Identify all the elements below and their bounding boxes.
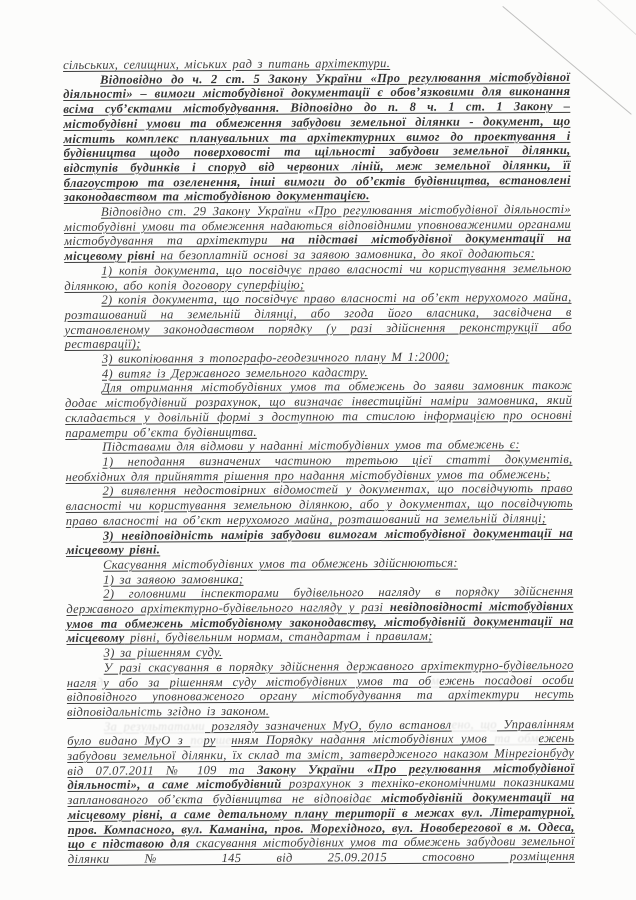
text-segment: 1) за заявою замовника; xyxy=(103,571,244,587)
text-segment: Відповідно ст. 29 Закону України «Про регулювання містобудівної діяльності» містобудівні умови та обмеження надаються відповідними уповноваженими органами містобудування та архітектури xyxy=(63,201,572,249)
text-segment: на безоплатній основі за заявою замовника, до якої додаються: xyxy=(154,246,536,263)
paragraph xyxy=(64,202,571,264)
text-segment: на підставі містобудівної документації на місцевому рівні xyxy=(64,231,572,264)
text-segment: рівні, будівельним нормам, стандартам і правилам; xyxy=(124,629,433,646)
erased-text-segment: м xyxy=(430,673,440,688)
text-segment: ежень забудови земельної ділянки, їх склад та зміст, затвердженого наказом Мінрегіонбуду від 07.07.2011 № 109 та xyxy=(67,731,575,778)
paragraph xyxy=(65,378,572,440)
text-segment: ру xyxy=(203,733,216,748)
text-segment: нням Порядку надання містобудівних умов xyxy=(231,731,495,748)
text-segment: 2) виявлення недостовірних відомостей у документах, що посвідчують право власності чи користування земельною ділянкою, або у документах, що посвідчують право власності на об’єкт нерухомого майна, розташований на земельній ділянці; xyxy=(65,481,573,528)
text-segment: Для отримання містобудівних умов та обмежень до заяви замовник також додає містобудівний розрахунок, що визначає інвестиційні наміри замовника, який складається у довільній формі з доступною та стислою інформацією про основні параметри об’єкта будівництва. xyxy=(65,378,573,440)
paragraph xyxy=(65,452,572,485)
paragraph xyxy=(67,658,574,720)
erased-text-segment: ше xyxy=(215,733,232,748)
erased-text-segment: ено, що xyxy=(451,717,497,732)
page-fold-crease-minor xyxy=(593,0,636,50)
text-segment: 4) витяг із Державного земельного кадастру. xyxy=(101,364,368,381)
erased-text-segment: За результатами xyxy=(104,718,205,734)
text-segment: Закону України «Про регулювання містобудівної діяльності», а саме містобудівний xyxy=(67,760,575,793)
text-segment: 1) копія документа, що посвідчує право власності чи користування земельною ділянкою, або копія договору суперфіцію; xyxy=(64,260,572,293)
text-segment: скасування містобудівних умов та обмежень забудови земельної ділянки № 145 від 25.09.2015 стосовно розміщення xyxy=(67,834,575,866)
erased-text-segment: та обм xyxy=(494,731,539,746)
text-segment: 3) викопіювання з топографо-геодезичного плану М 1:2000; xyxy=(101,349,450,366)
text-segment: У разі скасування в порядку здійснення державного архітектурно-будівельного нагля xyxy=(66,657,574,690)
text-segment: Управлінням було видано МуО з xyxy=(67,716,575,749)
document-text xyxy=(63,55,575,867)
paragraph xyxy=(66,481,573,528)
text-segment: 1) неподання визначених частиною третьою цієї статті документів, необхідних для прийняття рішення про надання містобудівних умов та обмежень; xyxy=(65,451,573,484)
text-segment: сільських, селищних, міських рад з питань архітектури. xyxy=(63,56,391,72)
text-segment: 3) невідповідність намірів забудови вимогам містобудівної документації на місцевому рівні. xyxy=(65,525,573,558)
text-segment: 2) головними інспекторами будівельного нагляду в порядку здійснення державного архітектурно-будівельного нагляду у разі xyxy=(66,584,574,617)
paragraph xyxy=(67,717,575,867)
paragraph xyxy=(64,290,571,352)
text-segment: невідповідності містобудівних умов та обмежень містобудівному законодавству, містобудівній документації на місцевому xyxy=(66,598,574,646)
text-segment: Відповідно до ч. 2 ст. 5 Закону України «Про регулювання містобудівної діяльності» – вимоги містобудівної документації є обов’язковими для виконання всіма суб’єктами містобудування. Відповідно до п. 8 ч. 1 ст. 1 Закону – містобудівні умови та обмеження забудови земельної ділянки - документ, що містить комплекс планувальних та архітектурних вимог до проектування і будівництва щодо поверховості та щільності забудови земельної ділянки, відступів будинків і споруд від червоних ліній, меж земельної ділянки, її благоустрою та озеленення, інші вимоги до об’єктів будівництва, встановлені законодавством та містобудівною документацією. xyxy=(63,69,571,205)
erased-text-segment: д xyxy=(96,675,104,690)
text-segment: Підставами для відмови у наданні містобудівних умов та обмежень є: xyxy=(102,437,521,455)
paragraph xyxy=(66,525,573,558)
text-segment: 2) копія документа, що посвідчує право власності на об’єкт нерухомого майна, розташований на земельній ділянці, або згода його власника, засвідчена в установленому законодавством порядку (у разі здійснення реконструкції або реставрації); xyxy=(64,290,572,352)
text-segment: 3) за рішенням суду. xyxy=(103,645,223,660)
text-segment: розрахунок з техніко-економічними показниками запланованого об’єкта будівництва не відповідає xyxy=(67,775,575,808)
erased-text-segment: по xyxy=(190,733,204,748)
text-segment: ежень посадові особи відповідного уповноваженого органу містобудування та архітектури несуть відповідальність згідно із законом. xyxy=(66,672,574,719)
paragraph xyxy=(66,584,573,646)
paragraph xyxy=(63,70,571,205)
text-segment: містобудівній документації на місцевому рівні, а саме детальному плану території в межах вул. Літературної, пров. Компасного, вул. Каманіна, пров. Морехідного, вул. Новоберегової в м. Одеса, що є підставою для xyxy=(67,790,575,852)
paragraph xyxy=(64,261,571,294)
text-segment: Скасування містобудівних умов та обмежень здійснюються: xyxy=(103,555,458,572)
text-segment: розгляду зазначених МуО, було встановл xyxy=(204,717,452,733)
text-segment: у або за рішенням суду містобудівних умов та об xyxy=(103,673,431,690)
